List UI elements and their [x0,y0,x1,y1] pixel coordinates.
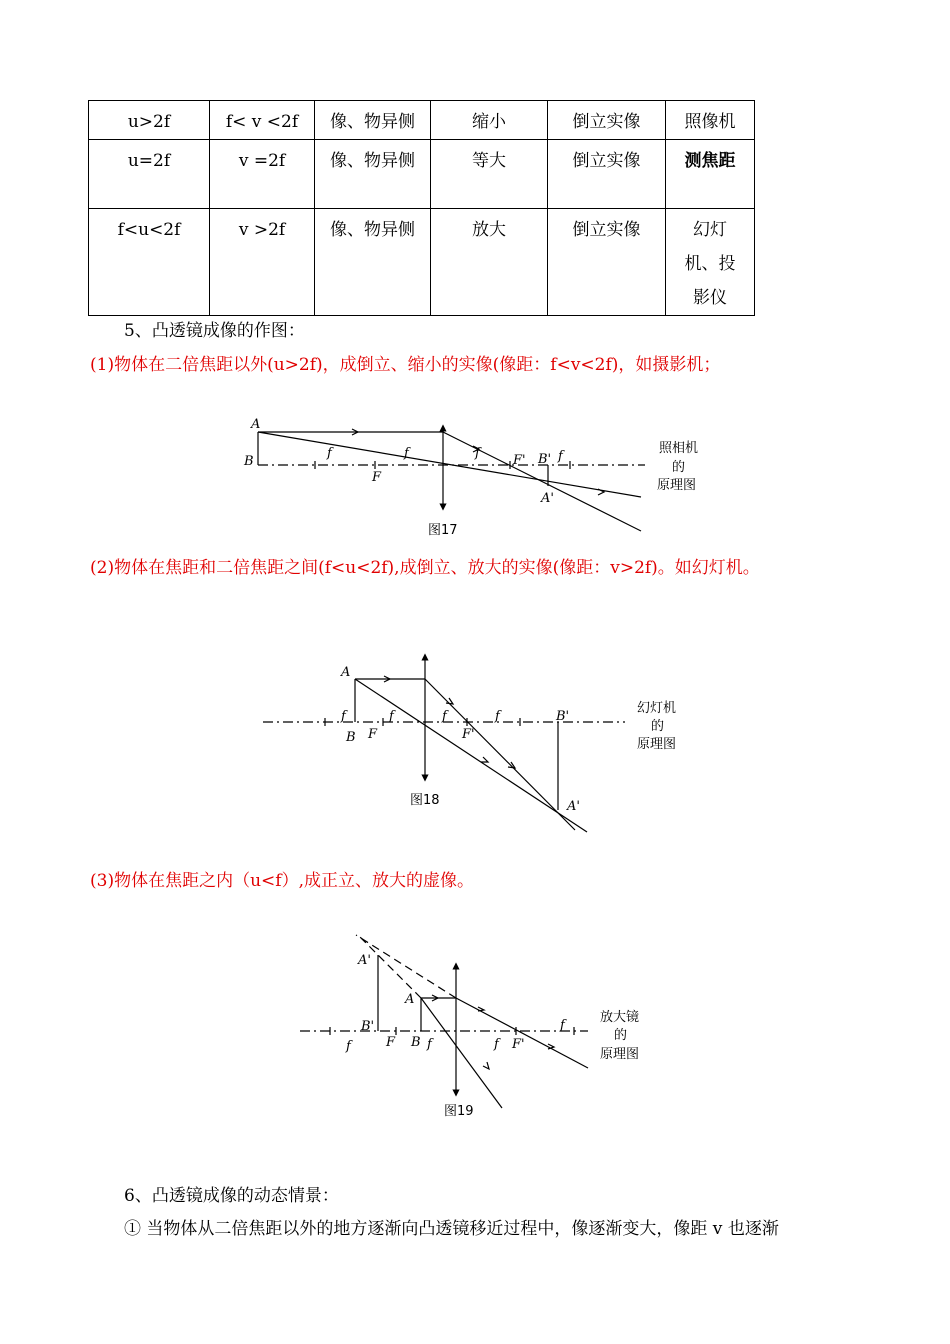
label-f: f [327,446,332,461]
table-cell: 照像机 [666,101,755,140]
label-f: f [475,446,480,461]
label-f: f [427,1037,432,1052]
table-cell: v >2f [210,209,315,316]
side-label-line: 放大镜 [600,1010,640,1025]
label-A: A [251,417,261,432]
table-cell: 测焦距 [666,140,755,209]
table-cell: 像、物异侧 [315,140,431,209]
ray-center [355,679,587,832]
label-F-prime: F' [513,453,526,468]
label-B-prime: B' [538,452,552,467]
ray-refracted [443,432,641,531]
label-A-prime: A' [541,491,554,506]
table-cell: 幻灯机、投影仪 [666,209,755,316]
label-f: f [346,1039,351,1054]
side-label-line: 照相机 [659,441,699,456]
label-f: f [442,709,447,724]
label-f: f [389,709,394,724]
label-f: f [404,446,409,461]
label-B-prime: B' [361,1019,375,1034]
table-cell: f< v <2f [210,101,315,140]
figure-19-magnifier-diagram [300,668,588,1108]
table-cell: 缩小 [431,101,548,140]
table-cell: u>2f [89,101,210,140]
section-heading: 5、凸透镜成像的作图： [124,321,305,341]
case1-text: (1)物体在二倍焦距以外(u>2f)，成倒立、缩小的实像(像距：f<v<2f)，如摄影机； [90,355,721,375]
table-cell: 放大 [431,209,548,316]
label-A-prime: A' [358,953,371,968]
table-cell: 倒立实像 [548,209,666,316]
side-label-line: 的 [614,1028,628,1043]
label-F-prime: F' [462,727,475,742]
ray-refracted [456,998,588,1068]
label-B-prime: B' [556,709,570,724]
label-B: B [244,454,254,469]
label-f: f [494,1037,499,1052]
label-f: f [558,449,563,464]
item-text: ① 当物体从二倍焦距以外的地方逐渐向凸透镜移近过程中，像逐渐变大，像距 v 也逐渐 [124,1219,779,1239]
table-cell: f<u<2f [89,209,210,316]
label-F: F [372,470,382,485]
table-cell: u=2f [89,140,210,209]
label-A: A [341,665,351,680]
label-f: f [560,1018,565,1033]
label-f: f [495,709,500,724]
ray-center [421,998,502,1108]
side-label-line: 原理图 [637,737,677,752]
ray-extension [356,935,456,998]
label-A: A [405,992,415,1007]
table-cell: v =2f [210,140,315,209]
ray-refracted [425,679,575,830]
section-heading: 6、凸透镜成像的动态情景： [124,1186,339,1206]
figure-caption: 图19 [444,1104,474,1119]
figure-caption: 图17 [428,523,458,538]
case3-text: (3)物体在焦距之内（u<f）,成正立、放大的虚像。 [90,871,474,891]
figure-caption: 图18 [410,793,440,808]
side-label-line: 原理图 [600,1047,640,1062]
label-F-prime: F' [512,1037,525,1052]
label-A-prime: A' [567,799,580,814]
side-label-line: 的 [651,719,665,734]
label-B: B [346,730,356,745]
figure-18-labels [340,665,676,814]
table-cell: 倒立实像 [548,101,666,140]
side-label-line: 幻灯机 [637,701,677,716]
label-F: F [368,727,378,742]
figure-17-labels [243,417,698,538]
table-cell: 像、物异侧 [315,209,431,316]
table-cell: 像、物异侧 [315,101,431,140]
label-B: B [411,1035,421,1050]
side-label-line: 原理图 [657,478,697,493]
table-cell: 倒立实像 [548,140,666,209]
label-f: f [341,709,346,724]
figure-17-camera-diagram [258,428,645,531]
side-label-line: 的 [672,460,686,475]
label-F: F [386,1035,396,1050]
table-cell: 等大 [431,140,548,209]
case2-text: (2)物体在焦距和二倍焦距之间(f<u<2f),成倒立、放大的实像(像距：v>2f)。如幻灯机。 [90,558,760,578]
